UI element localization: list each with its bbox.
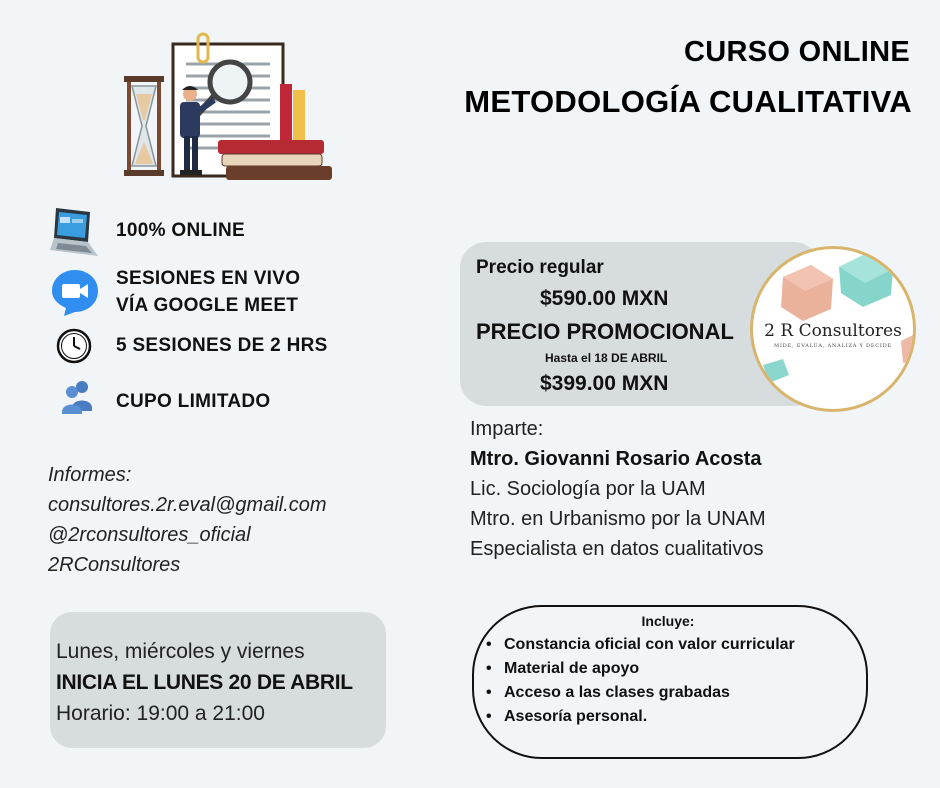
includes-list [486, 633, 795, 729]
instructor-credential: Especialista en datos cualitativos [470, 538, 764, 560]
logo-name: 2 R Consultores [764, 321, 902, 341]
research-illustration [118, 30, 338, 182]
contact-email[interactable]: consultores.2r.eval@gmail.com [48, 494, 327, 516]
contact-page[interactable]: 2RConsultores [48, 554, 181, 576]
schedule-start: INICIA EL LUNES 20 DE ABRIL [56, 671, 353, 694]
schedule-hours: Horario: 19:00 a 21:00 [56, 702, 265, 725]
course-title: METODOLOGÍA CUALITATIVA [464, 84, 912, 119]
company-logo [750, 246, 916, 412]
contact-info [48, 460, 327, 580]
feature-live-line1: SESIONES EN VIVO [116, 268, 301, 289]
schedule-days: Lunes, miércoles y viernes [56, 640, 305, 663]
logo-tagline: MIDE, EVALÚA, ANALIZA Y DECIDE [774, 343, 892, 349]
contact-handle[interactable]: @2rconsultores_oficial [48, 524, 251, 546]
people-icon [60, 378, 96, 414]
promo-deadline: Hasta el 18 DE ABRIL [545, 351, 668, 365]
feature-limited: CUPO LIMITADO [116, 391, 271, 412]
regular-price: $590.00 MXN [540, 287, 669, 310]
feature-online: 100% ONLINE [116, 220, 245, 241]
clock-icon [56, 328, 92, 364]
promo-price-label: PRECIO PROMOCIONAL [476, 319, 734, 344]
course-type-heading: CURSO ONLINE [684, 36, 910, 68]
instructor-label: Imparte: [470, 418, 544, 440]
feature-sessions: 5 SESIONES DE 2 HRS [116, 335, 328, 356]
list-item: • Constancia oficial con valor curricular [486, 633, 795, 657]
laptop-icon [48, 204, 100, 258]
feature-live-line2: VÍA GOOGLE MEET [116, 295, 299, 316]
includes-title: Incluye: [641, 613, 695, 629]
instructor-credential: Lic. Sociología por la UAM [470, 478, 706, 500]
list-item: • Acceso a las clases grabadas [486, 681, 795, 705]
instructor-credential: Mtro. en Urbanismo por la UNAM [470, 508, 766, 530]
promo-price: $399.00 MXN [540, 372, 669, 395]
schedule-info [56, 636, 353, 729]
feature-live-sessions [116, 265, 300, 319]
instructor-name: Mtro. Giovanni Rosario Acosta [470, 448, 762, 470]
list-item: • Asesoría personal. [486, 705, 795, 729]
contact-label: Informes: [48, 464, 132, 486]
list-item: • Material de apoyo [486, 657, 795, 681]
video-camera-icon [50, 268, 100, 318]
instructor-info [470, 414, 766, 564]
regular-price-label: Precio regular [476, 257, 604, 278]
